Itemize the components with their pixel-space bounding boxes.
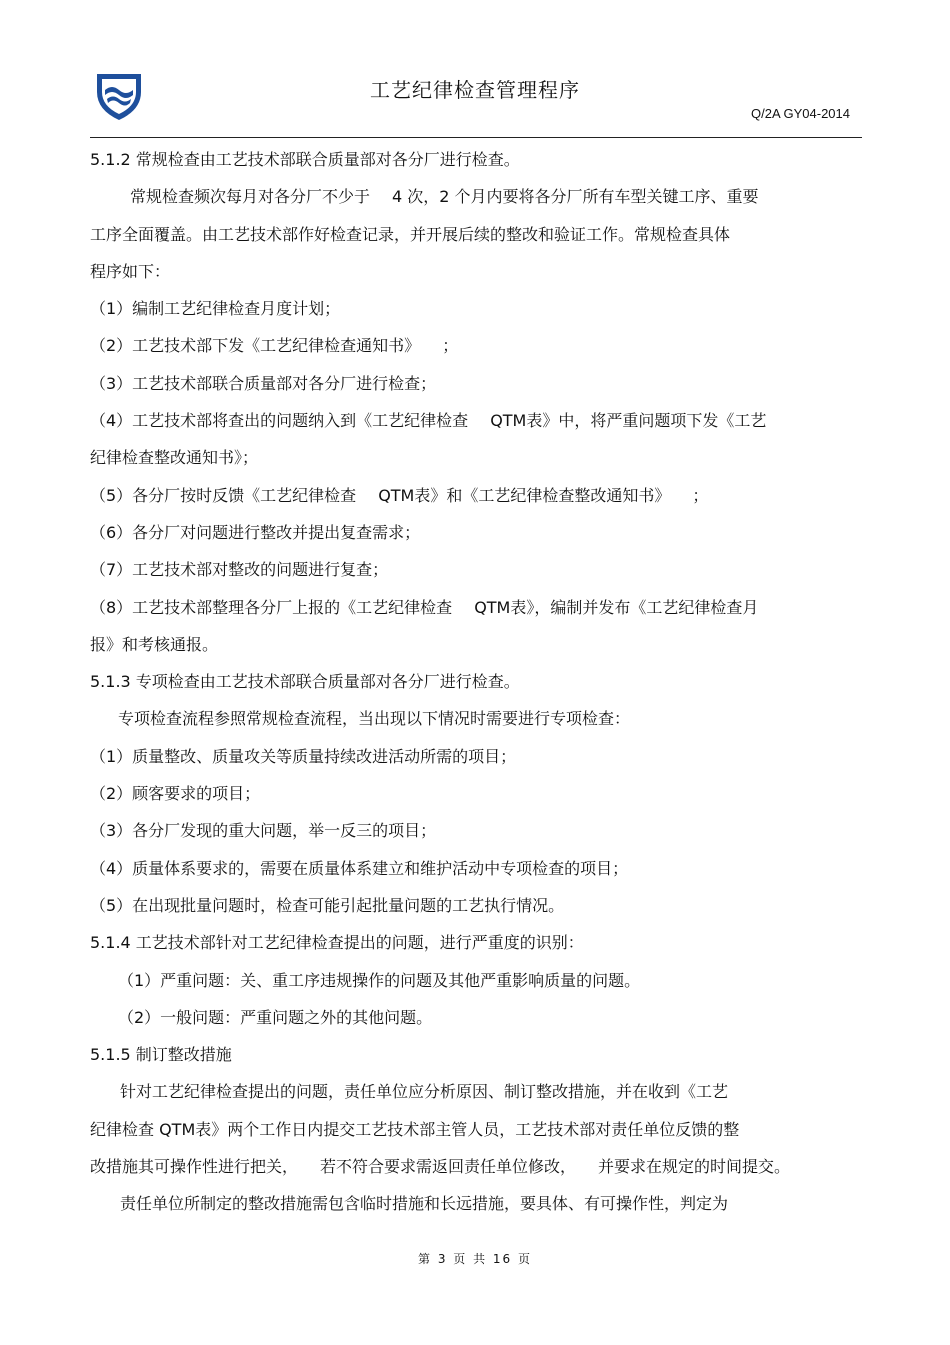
paragraph-line: 专项检查流程参照常规检查流程，当出现以下情况时需要进行专项检查： xyxy=(118,709,631,729)
list-item: （6）各分厂对问题进行整改并提出复查需求； xyxy=(90,522,421,542)
paragraph-line: 程序如下： xyxy=(90,261,171,281)
paragraph-line: 纪律检查整改通知书》； xyxy=(90,448,259,468)
list-item: （5）在出现批量问题时，检查可能引起批量问题的工艺执行情况。 xyxy=(90,895,565,915)
list-item: （3）各分厂发现的重大问题，举一反三的项目； xyxy=(90,821,437,841)
list-item: （7）工艺技术部对整改的问题进行复查； xyxy=(90,560,389,580)
page-number: 第 3 页 共 16 页 xyxy=(418,1252,532,1266)
paragraph-line: 纪律检查 QTM表》两个工作日内提交工艺技术部主管人员，工艺技术部对责任单位反馈的整 xyxy=(90,1119,740,1139)
paragraph-line: 工序全面覆盖。由工艺技术部作好检查记录，并开展后续的整改和验证工作。常规检查具体 xyxy=(90,224,731,244)
paragraph-line: 责任单位所制定的整改措施需包含临时措施和长远措施，要具体、有可操作性，判定为 xyxy=(120,1194,729,1214)
section-heading: 5.1.2 常规检查由工艺技术部联合质量部对各分厂进行检查。 xyxy=(90,150,520,169)
section-heading: 5.1.4 工艺技术部针对工艺纪律检查提出的问题，进行严重度的识别： xyxy=(90,933,584,953)
list-item: （3）工艺技术部联合质量部对各分厂进行检查； xyxy=(90,373,437,393)
section-heading: 5.1.3 专项检查由工艺技术部联合质量部对各分厂进行检查。 xyxy=(90,672,520,692)
list-item: （8）工艺技术部整理各分厂上报的《工艺纪律检查 QTM表》，编制并发布《工艺纪律检查月 xyxy=(90,597,759,617)
list-item: （4）工艺技术部将查出的问题纳入到《工艺纪律检查 QTM表》中，将严重问题项下发《工艺 xyxy=(90,411,767,431)
list-item: （1）编制工艺纪律检查月度计划； xyxy=(90,299,341,319)
list-item: （1）质量整改、质量攻关等质量持续改进活动所需的项目； xyxy=(90,746,517,766)
document-title: 工艺纪律检查管理程序 xyxy=(370,78,580,102)
list-item: （2）顾客要求的项目； xyxy=(90,784,261,804)
paragraph-line: 常规检查频次每月对各分厂不少于 4 次，2 个月内要将各分厂所有车型关键工序、重要 xyxy=(130,187,759,207)
document-code: Q/2A GY04-2014 xyxy=(750,106,850,121)
paragraph-line: 针对工艺纪律检查提出的问题，责任单位应分析原因、制订整改措施，并在收到《工艺 xyxy=(120,1082,729,1102)
paragraph-line: 改措施其可操作性进行把关， 若不符合要求需返回责任单位修改， 并要求在规定的时间提交。 xyxy=(90,1157,791,1177)
section-heading: 5.1.5 制订整改措施 xyxy=(90,1045,232,1065)
list-item: （2）一般问题：严重问题之外的其他问题。 xyxy=(118,1007,433,1027)
document-body xyxy=(90,141,860,1223)
list-item: （2）工艺技术部下发《工艺纪律检查通知书》 ； xyxy=(90,336,459,356)
paragraph-line: 报》和考核通报。 xyxy=(90,634,219,654)
header-divider xyxy=(90,137,862,138)
list-item: （1）严重问题：关、重工序违规操作的问题及其他严重影响质量的问题。 xyxy=(118,970,641,990)
list-item: （4）质量体系要求的，需要在质量体系建立和维护活动中专项检查的项目； xyxy=(90,858,629,878)
list-item: （5）各分厂按时反馈《工艺纪律检查 QTM表》和《工艺纪律检查整改通知书》 ； xyxy=(90,485,709,505)
